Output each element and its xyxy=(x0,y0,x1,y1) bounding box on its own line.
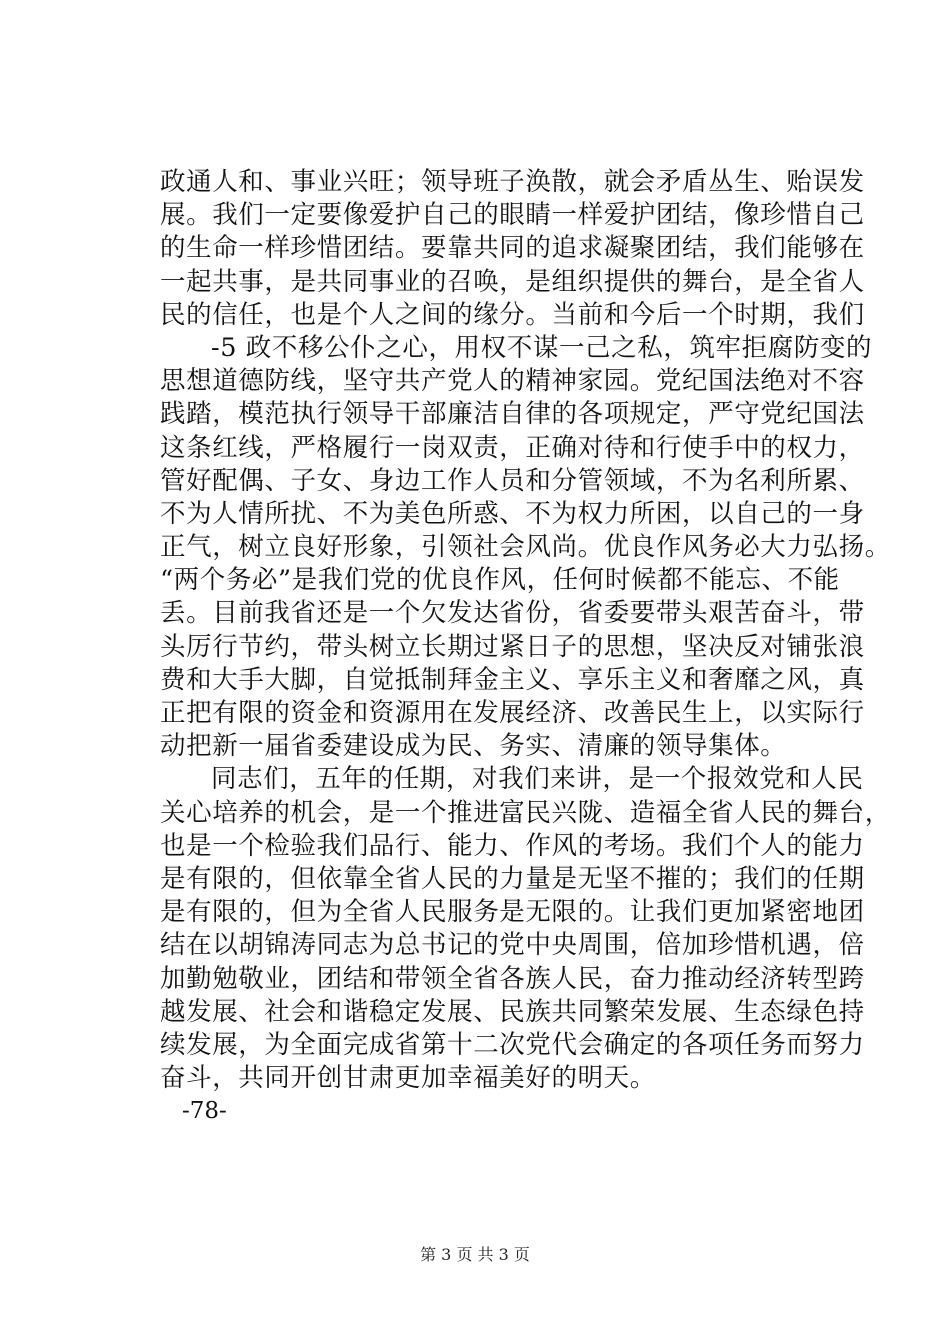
text-line: 政通人和、事业兴旺；领导班子涣散，就会矛盾丛生、贻误发 xyxy=(160,167,865,197)
text-line: 费和大手大脚，自觉抵制拜金主义、享乐主义和奢靡之风，真 xyxy=(160,664,865,695)
text-line: 关心培养的机会，是一个推进富民兴陇、造福全省人民的舞台， xyxy=(160,797,891,828)
text-line: 一起共事，是共同事业的召唤，是组织提供的舞台，是全省人 xyxy=(160,266,865,297)
text-line: 的生命一样珍惜团结。要靠共同的追求凝聚团结，我们能够在 xyxy=(160,233,865,264)
text-line: 丢。目前我省还是一个欠发达省份，省委要带头艰苦奋斗，带 xyxy=(160,598,865,629)
text-line: 续发展，为全面完成省第十二次党代会确定的各项任务而努力 xyxy=(160,1029,865,1060)
document-body xyxy=(160,166,891,1128)
text-line: 不为人情所扰、不为美色所惑、不为权力所困，以自己的一身 xyxy=(160,498,865,529)
text-line: 头厉行节约，带头树立长期过紧日子的思想，坚决反对铺张浪 xyxy=(160,631,865,662)
text-line: 越发展、社会和谐稳定发展、民族共同繁荣发展、生态绿色持 xyxy=(160,996,865,1027)
page-footer: 第 3 页 共 3 页 xyxy=(420,1245,530,1264)
inline-page-number: -78- xyxy=(182,1098,227,1125)
text-line: -5 政不移公仆之心，用权不谋一己之私，筑牢拒腐防变的 xyxy=(211,332,873,363)
text-line: 思想道德防线，坚守共产党人的精神家园。党纪国法绝对不容 xyxy=(160,366,865,397)
text-line: 正把有限的资金和资源用在发展经济、改善民生上，以实际行 xyxy=(160,698,865,728)
text-line: 结在以胡锦涛同志为总书记的党中央周围，倍加珍惜机遇，倍 xyxy=(160,930,865,961)
text-line: 奋斗，共同开创甘肃更加幸福美好的明天。 xyxy=(160,1063,656,1094)
text-line: 民的信任，也是个人之间的缘分。当前和今后一个时期，我们 xyxy=(160,299,865,330)
text-line: 践踏，模范执行领导干部廉洁自律的各项规定，严守党纪国法 xyxy=(160,399,865,430)
text-line: 是有限的，但依靠全省人民的力量是无坚不摧的；我们的任期 xyxy=(160,863,865,894)
text-line: “两个务必”是我们党的优良作风，任何时候都不能忘、不能 xyxy=(160,565,840,596)
text-line: 同志们，五年的任期，对我们来讲，是一个报效党和人民 xyxy=(211,764,864,795)
text-line: 动把新一届省委建设成为民、务实、清廉的领导集体。 xyxy=(160,731,787,762)
text-line: 展。我们一定要像爱护自己的眼睛一样爱护团结，像珍惜自己 xyxy=(160,200,865,231)
text-line: 这条红线，严格履行一岗双责，正确对待和行使手中的权力， xyxy=(160,432,865,463)
text-line: 管好配偶、子女、身边工作人员和分管领域，不为名利所累、 xyxy=(160,465,865,496)
text-line: 正气，树立良好形象，引领社会风尚。优良作风务必大力弘扬。 xyxy=(160,532,891,563)
text-line: 也是一个检验我们品行、能力、作风的考场。我们个人的能力 xyxy=(160,830,865,861)
text-line: 是有限的，但为全省人民服务是无限的。让我们更加紧密地团 xyxy=(160,897,865,928)
text-line: 加勤勉敬业，团结和带领全省各族人民，奋力推动经济转型跨 xyxy=(160,963,865,994)
